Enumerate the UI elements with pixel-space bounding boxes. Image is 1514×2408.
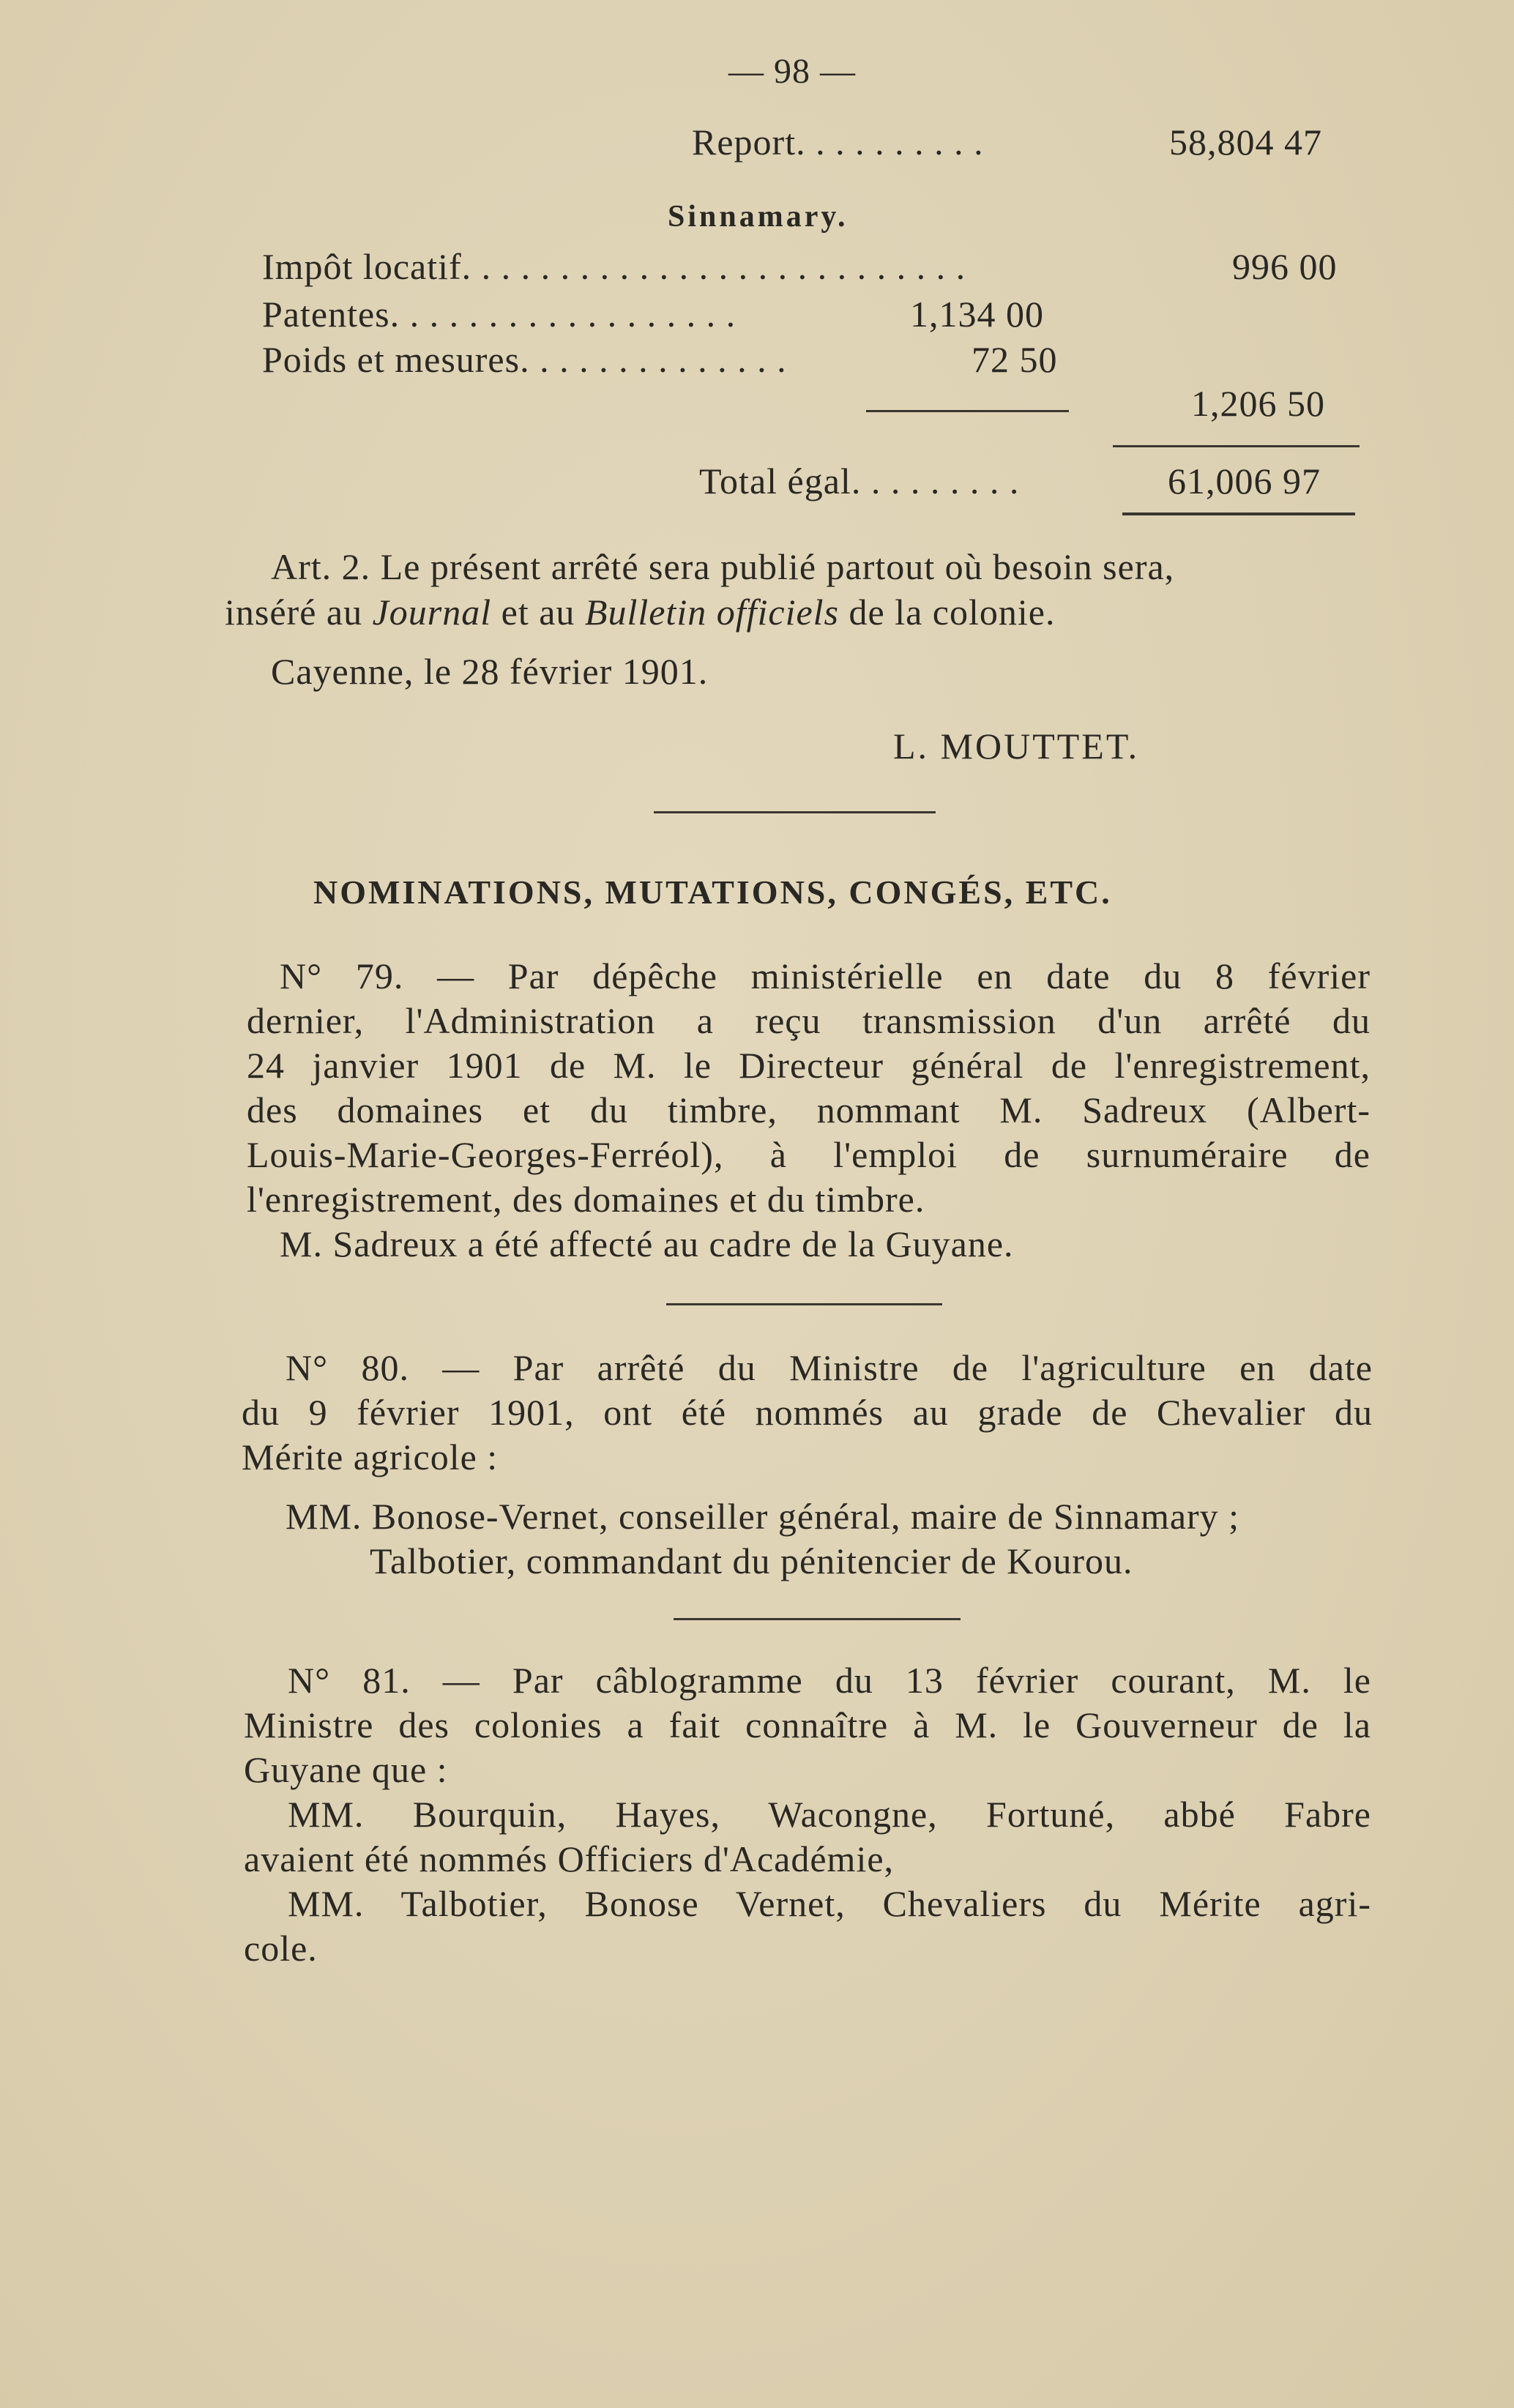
section-heading: Sinnamary. bbox=[668, 200, 849, 234]
row-impot-leader: . . . . . . . . . . . . . . . . . . . . . . . . . . bbox=[461, 246, 966, 287]
notice-79-line-2: dernier, l'Administration a reçu transmission d'un arrêté du bbox=[247, 1000, 1371, 1041]
notice-81-line-3: Guyane que : bbox=[244, 1749, 448, 1790]
notice-80-list-1: MM. Bonose-Vernet, conseiller général, maire de Sinnamary ; bbox=[286, 1496, 1240, 1537]
subtotal-rule bbox=[866, 410, 1069, 412]
subtotal-amount: 1,206 50 bbox=[1191, 383, 1325, 424]
row-impot-amount: 996 00 bbox=[1232, 246, 1338, 287]
total-leader: . . . . . . . . . bbox=[851, 461, 1020, 502]
separator-3 bbox=[674, 1618, 961, 1620]
article-line2-c: de la colonie. bbox=[839, 592, 1056, 633]
total-rule-top bbox=[1113, 445, 1360, 447]
notice-79-note: M. Sadreux a été affecté au cadre de la Guyane. bbox=[280, 1223, 1014, 1264]
notice-79-line-3: 24 janvier 1901 de M. le Directeur général de l'enregistrement, bbox=[247, 1045, 1371, 1086]
row-patentes-label: Patentes bbox=[262, 294, 390, 335]
notice-81-line-4: MM. Bourquin, Hayes, Wacongne, Fortuné, abbé Fabre bbox=[288, 1794, 1371, 1835]
row-poids-amount: 72 50 bbox=[972, 339, 1058, 380]
notice-81-line-7: cole. bbox=[244, 1928, 318, 1969]
row-poids-leader: . . . . . . . . . . . . . . bbox=[520, 339, 787, 380]
notice-81 bbox=[244, 1658, 1371, 1971]
article-date: Cayenne, le 28 février 1901. bbox=[271, 651, 709, 692]
separator-2 bbox=[666, 1303, 942, 1305]
notice-79 bbox=[247, 954, 1371, 1267]
report-label bbox=[692, 121, 984, 163]
report-amount: 58,804 47 bbox=[1169, 122, 1322, 163]
total-label bbox=[699, 460, 1019, 502]
notice-79-line-6: l'enregistrement, des domaines et du timbre. bbox=[247, 1179, 925, 1220]
row-patentes bbox=[262, 293, 736, 335]
total-rule-bottom bbox=[1122, 512, 1355, 515]
notice-80-line-2: du 9 février 1901, ont été nommés au grade de Chevalier du bbox=[242, 1392, 1373, 1433]
row-impot-locatif bbox=[262, 245, 966, 288]
notice-81-line-5: avaient été nommés Officiers d'Académie, bbox=[244, 1838, 895, 1879]
article-line2-a: inséré au bbox=[225, 592, 373, 633]
row-poids-label: Poids et mesures bbox=[262, 339, 521, 380]
article-line-1: Art. 2. Le présent arrêté sera publié partout où besoin sera, bbox=[271, 546, 1175, 587]
row-poids-mesures bbox=[262, 338, 787, 381]
notice-80-line-3: Mérite agricole : bbox=[242, 1436, 499, 1477]
article-bulletin: Bulletin officiels bbox=[584, 592, 840, 633]
notice-79-line-4: des domaines et du timbre, nommant M. Sadreux (Albert- bbox=[247, 1089, 1371, 1130]
row-impot-label: Impôt locatif bbox=[262, 246, 462, 287]
separator-1 bbox=[654, 811, 936, 813]
notice-80-list-2: Talbotier, commandant du pénitencier de Kourou. bbox=[370, 1540, 1133, 1581]
notice-79-line-1: N° 79. — Par dépêche ministérielle en date du 8 février bbox=[280, 955, 1371, 996]
article-line-2 bbox=[225, 591, 1055, 633]
notice-81-line-1: N° 81. — Par câblogramme du 13 février courant, M. le bbox=[288, 1660, 1371, 1701]
notice-80-line-1: N° 80. — Par arrêté du Ministre de l'agriculture en date bbox=[286, 1347, 1373, 1388]
total-label-text: Total égal bbox=[699, 461, 851, 502]
notice-79-line-5: Louis-Marie-Georges-Ferréol), à l'emploi de surnuméraire de bbox=[247, 1134, 1371, 1175]
article-journal: Journal bbox=[372, 592, 492, 633]
notice-81-line-6: MM. Talbotier, Bonose Vernet, Chevaliers du Mérite agri- bbox=[288, 1883, 1371, 1924]
article-signature: L. MOUTTET. bbox=[893, 726, 1140, 767]
article-line2-b: et au bbox=[491, 592, 585, 633]
total-amount: 61,006 97 bbox=[1168, 461, 1321, 502]
page-number: — 98 — bbox=[728, 52, 856, 91]
notice-80 bbox=[242, 1346, 1373, 1584]
report-label-text: Report bbox=[692, 122, 797, 163]
row-patentes-leader: . . . . . . . . . . . . . . . . . . bbox=[389, 294, 737, 335]
notice-81-line-2: Ministre des colonies a fait connaître à M. le Gouverneur de la bbox=[244, 1704, 1371, 1745]
nominations-heading: NOMINATIONS, MUTATIONS, CONGÉS, ETC. bbox=[313, 873, 1112, 911]
row-patentes-amount: 1,134 00 bbox=[910, 294, 1044, 335]
report-leader: . . . . . . . . . . bbox=[796, 122, 984, 163]
